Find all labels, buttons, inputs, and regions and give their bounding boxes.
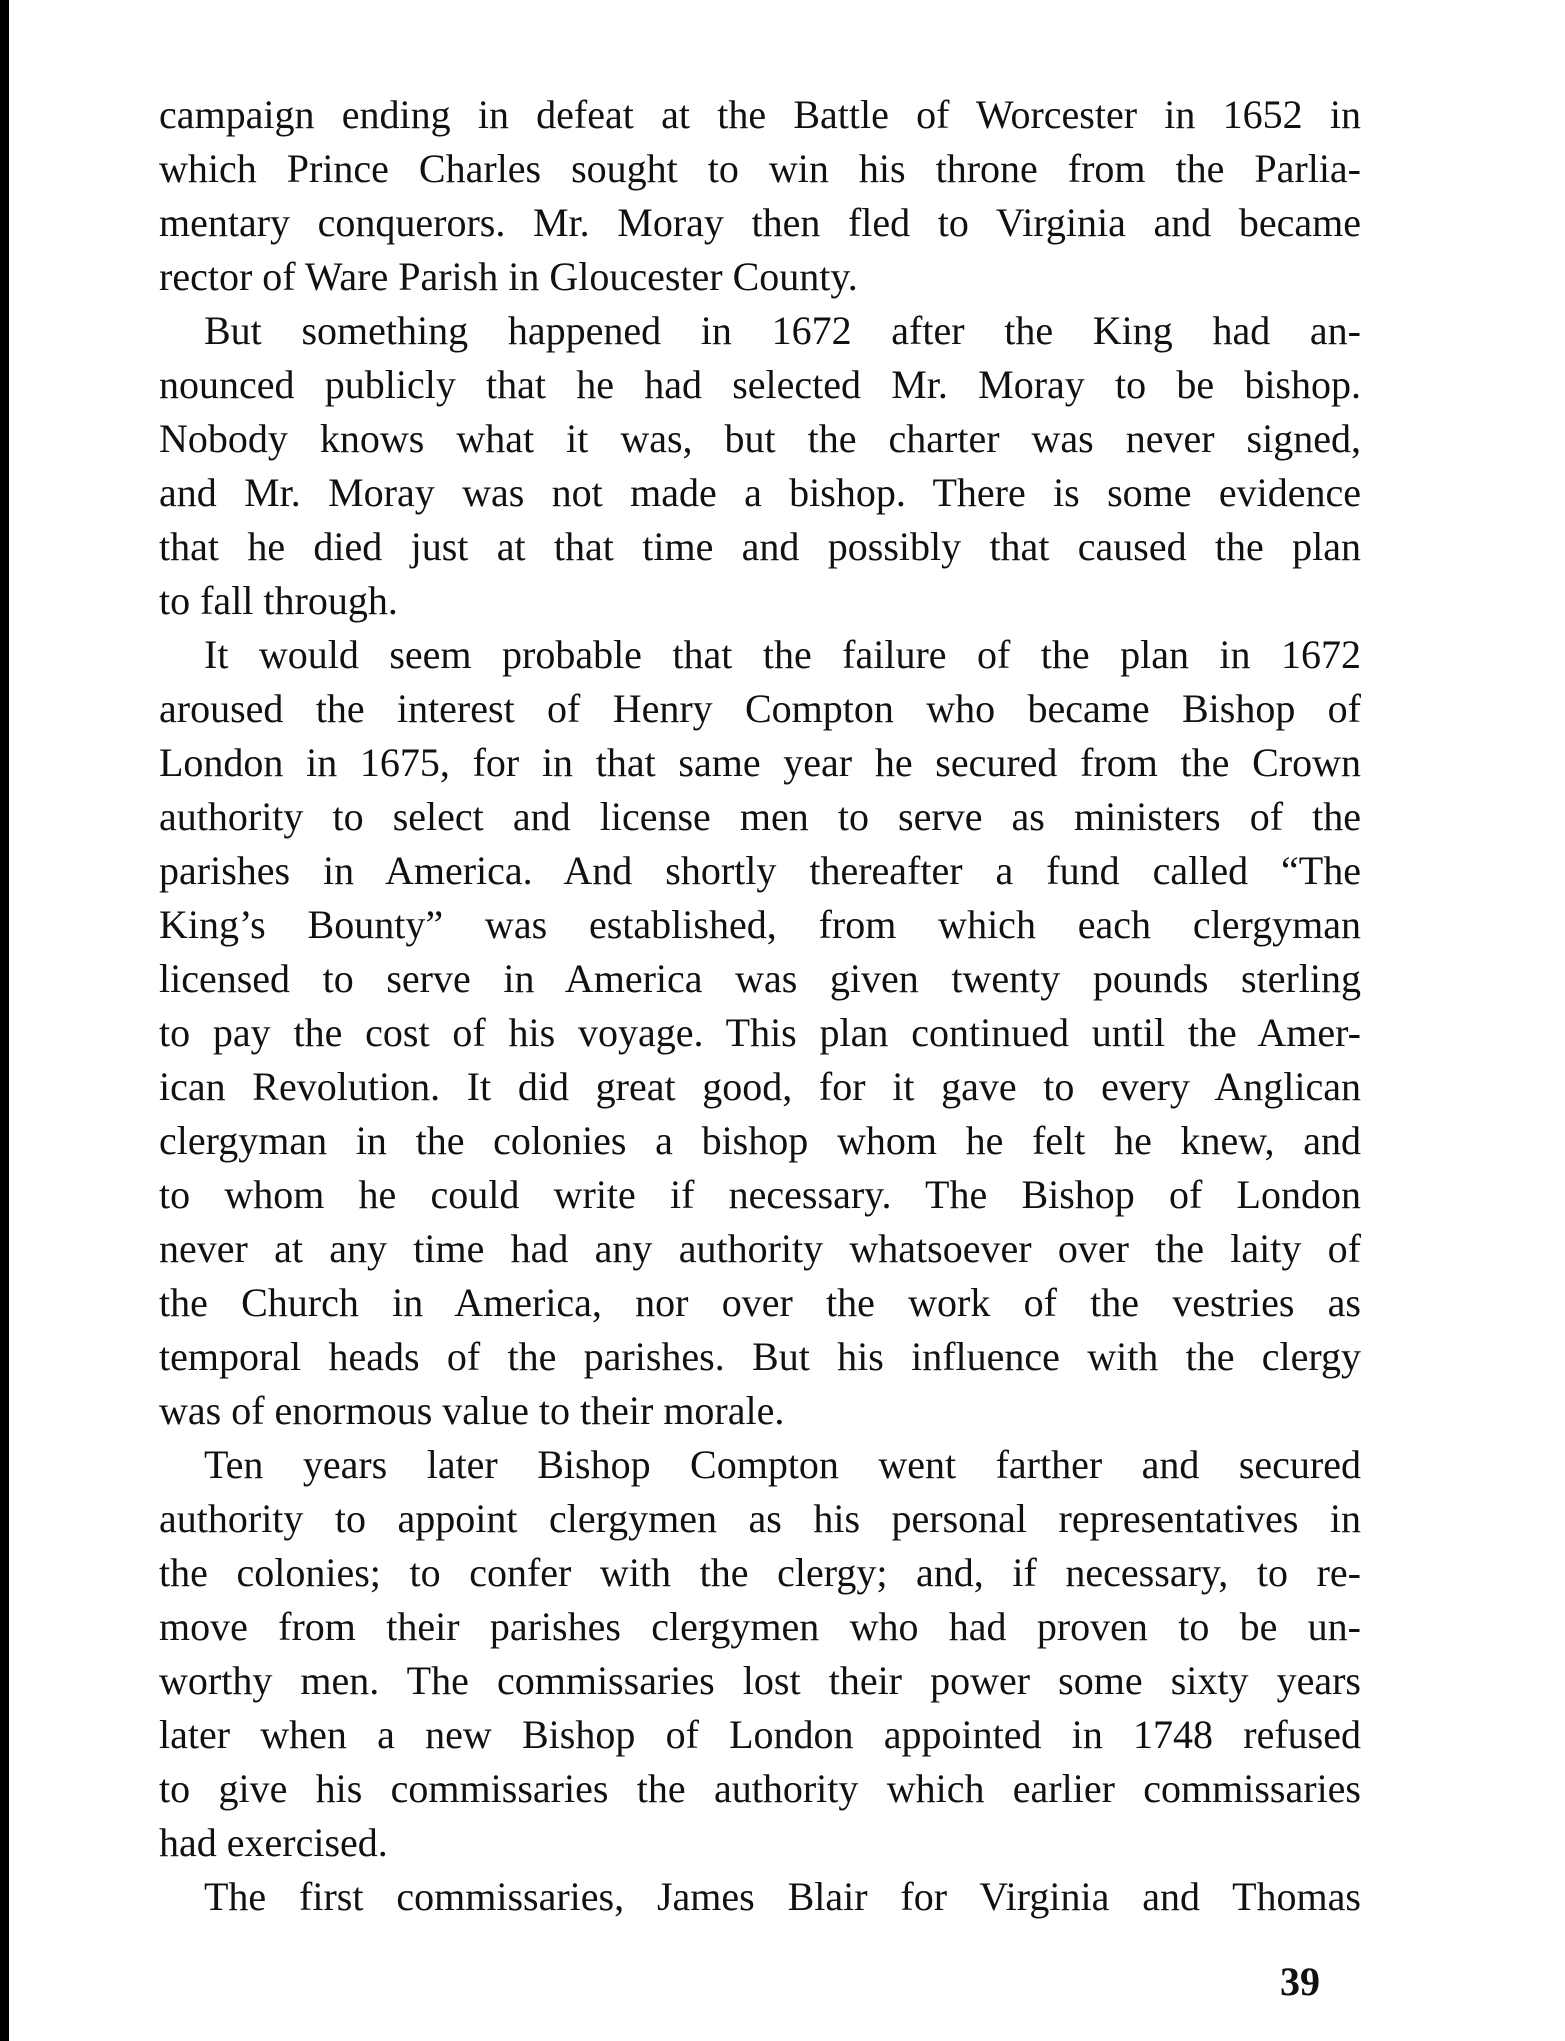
text-line: aroused the interest of Henry Compton who became Bishop of xyxy=(159,686,1361,731)
scan-edge xyxy=(0,0,9,2041)
text-line: nounced publicly that he had selected Mr. Moray to be bishop. xyxy=(159,362,1361,407)
text-line: campaign ending in defeat at the Battle of Worcester in 1652 in xyxy=(159,92,1361,137)
text-line: ican Revolution. It did great good, for it gave to every Anglican xyxy=(159,1064,1361,1109)
text-line: licensed to serve in America was given twenty pounds sterling xyxy=(159,956,1361,1001)
text-line: to pay the cost of his voyage. This plan continued until the Amer- xyxy=(159,1010,1361,1055)
text-line: had exercised. xyxy=(159,1820,388,1865)
text-line: worthy men. The commissaries lost their power some sixty years xyxy=(159,1658,1361,1703)
text-line: to whom he could write if necessary. The Bishop of London xyxy=(159,1172,1361,1217)
text-line: authority to select and license men to serve as ministers of the xyxy=(159,794,1361,839)
text-line: mentary conquerors. Mr. Moray then fled to Virginia and became xyxy=(159,200,1361,245)
text-line: and Mr. Moray was not made a bishop. There is some evidence xyxy=(159,470,1361,515)
text-line: to fall through. xyxy=(159,578,398,623)
text-line: the Church in America, nor over the work of the vestries as xyxy=(159,1280,1361,1325)
paragraph-first-line: The first commissaries, James Blair for Virginia and Thomas xyxy=(204,1874,1361,1919)
text-line: Nobody knows what it was, but the charter was never signed, xyxy=(159,416,1361,461)
text-line: the colonies; to confer with the clergy; and, if necessary, to re- xyxy=(159,1550,1361,1595)
text-line: that he died just at that time and possibly that caused the plan xyxy=(159,524,1361,569)
text-line: move from their parishes clergymen who had proven to be un- xyxy=(159,1604,1361,1649)
text-line: authority to appoint clergymen as his personal representatives in xyxy=(159,1496,1361,1541)
text-line: which Prince Charles sought to win his throne from the Parlia- xyxy=(159,146,1361,191)
text-line: London in 1675, for in that same year he secured from the Crown xyxy=(159,740,1361,785)
text-line: parishes in America. And shortly thereafter a fund called “The xyxy=(159,848,1361,893)
text-line: King’s Bounty” was established, from which each clergyman xyxy=(159,902,1361,947)
text-line: temporal heads of the parishes. But his influence with the clergy xyxy=(159,1334,1361,1379)
text-line: clergyman in the colonies a bishop whom he felt he knew, and xyxy=(159,1118,1361,1163)
page-number: 39 xyxy=(1280,1959,1320,2004)
text-line: was of enormous value to their morale. xyxy=(159,1388,785,1433)
text-line: later when a new Bishop of London appointed in 1748 refused xyxy=(159,1712,1361,1757)
paragraph-first-line: Ten years later Bishop Compton went farther and secured xyxy=(204,1442,1361,1487)
text-line: to give his commissaries the authority which earlier commissaries xyxy=(159,1766,1361,1811)
body-text xyxy=(159,88,1361,1924)
text-line: never at any time had any authority whatsoever over the laity of xyxy=(159,1226,1361,1271)
text-line: rector of Ware Parish in Gloucester County. xyxy=(159,254,858,299)
paragraph-first-line: But something happened in 1672 after the King had an- xyxy=(204,308,1361,353)
paragraph-first-line: It would seem probable that the failure of the plan in 1672 xyxy=(204,632,1361,677)
